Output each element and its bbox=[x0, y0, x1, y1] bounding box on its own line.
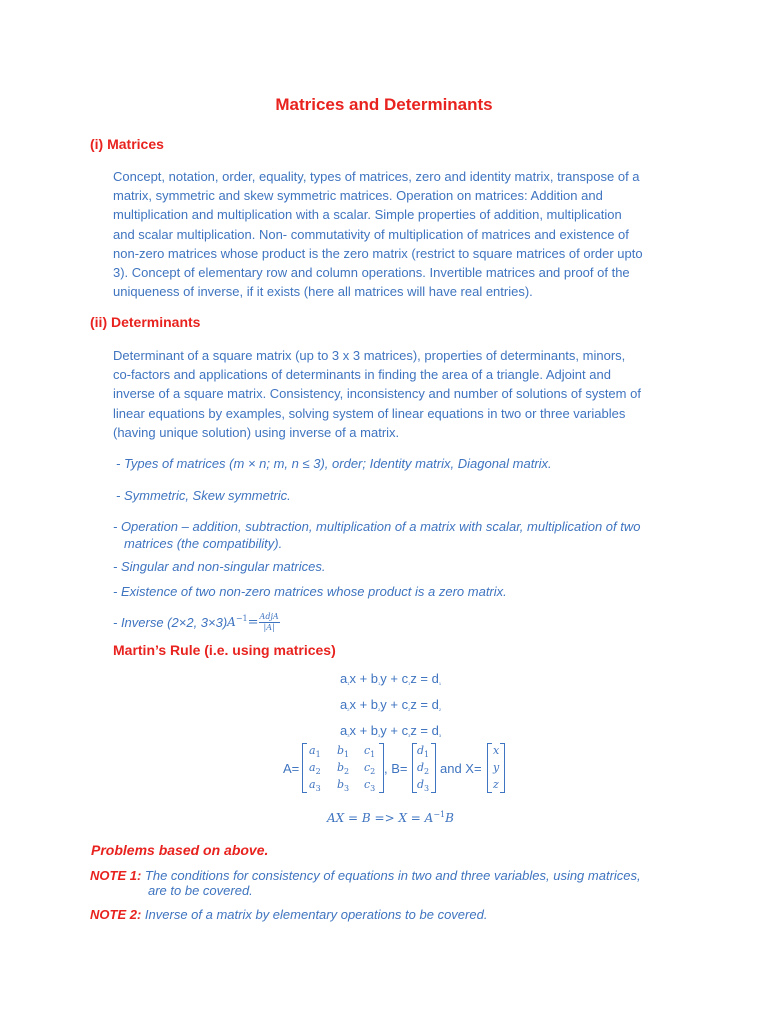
paragraph-line: inverse of a square matrix. Consistency, inconsistency and number of solutions of system of bbox=[113, 386, 641, 402]
matrix-cell: $a_3$ bbox=[309, 778, 321, 794]
right-bracket bbox=[500, 743, 505, 793]
matrix-cell: $c_3$ bbox=[364, 778, 376, 794]
inverse-fraction bbox=[259, 612, 280, 633]
paragraph-line: (having unique solution) using inverse of a matrix. bbox=[113, 424, 400, 440]
equation-system bbox=[340, 668, 441, 746]
page-title: Matrices and Determinants bbox=[275, 95, 493, 114]
left-bracket bbox=[302, 743, 307, 793]
paragraph-line: uniqueness of inverse, if it exists (here all matrices will have real entries). bbox=[113, 284, 533, 300]
note-2-label: NOTE 2: bbox=[90, 907, 142, 922]
inverse-equals: = bbox=[247, 615, 259, 630]
matrix-cell: z bbox=[493, 778, 499, 791]
equation-line: $a_1x + b_1y + c_1z = d_1$ bbox=[340, 671, 442, 686]
matrix-cell: $c_2$ bbox=[364, 761, 376, 777]
matrices-paragraph bbox=[113, 167, 678, 301]
solution-equation: AX = $B => X = A^{-1}B$ bbox=[327, 810, 454, 825]
matrix-cell: $a_1$ bbox=[309, 744, 321, 760]
matrix-x bbox=[487, 743, 505, 793]
paragraph-line: and scalar multiplication. Non- commutativity of multiplication of matrices and existence of bbox=[113, 226, 629, 242]
paragraph-line: multiplication and multiplication with a scalar. Simple properties of addition, multiplication bbox=[113, 207, 622, 223]
paragraph-line: Determinant of a square matrix (up to 3 x 3 matrices), properties of determinants, minors, bbox=[113, 348, 626, 363]
note-2-text: Inverse of a matrix by elementary operations to be covered. bbox=[144, 907, 488, 922]
fraction-denominator: |A| bbox=[263, 623, 275, 632]
paragraph-line: non-zero matrices whose product is the zero matrix (restrict to square matrices of order upto bbox=[113, 245, 643, 261]
matrix-cell: $b_3$ bbox=[337, 778, 350, 794]
matrix-cell: $d_1$ bbox=[417, 744, 430, 760]
bullet-singular: - Singular and non-singular matrices. bbox=[113, 559, 326, 574]
matrix-cell: $b_2$ bbox=[337, 761, 350, 777]
matrix-cell: $d_2$ bbox=[417, 761, 430, 777]
paragraph-line: matrix, symmetric and skew symmetric matrices. Operation on matrices: Addition and bbox=[113, 188, 603, 204]
equation-line: $a_2x + b_2y + c_2z = d_2$ bbox=[340, 697, 442, 712]
matrix-cell: y bbox=[493, 761, 500, 774]
note-2 bbox=[90, 907, 487, 922]
bullet-operation: - Operation – addition, subtraction, multiplication of a matrix with scalar, multiplication of two bbox=[113, 519, 641, 534]
matrix-cell: $d_3$ bbox=[417, 778, 430, 794]
note-1-text: The conditions for consistency of equations in two and three variables, using matrices, bbox=[144, 868, 641, 883]
matrix-cell: x bbox=[493, 744, 500, 757]
matrix-cell: $c_1$ bbox=[364, 744, 376, 760]
matrix-cell: $b_1$ bbox=[337, 744, 350, 760]
matrix-b bbox=[412, 743, 436, 793]
determinants-paragraph bbox=[113, 346, 678, 442]
equation-line: $a_3x + b_3y + c_3z = d_3$ bbox=[340, 723, 442, 738]
inverse-exponent: −1 bbox=[235, 614, 248, 623]
bullet-operation-cont: matrices (the compatibility). bbox=[124, 536, 283, 551]
matrix-cell: $a_2$ bbox=[309, 761, 321, 777]
paragraph-line: linear equations by examples, solving system of linear equations in two or three variables bbox=[113, 405, 626, 421]
paragraph-line: co-factors and applications of determinants in finding the area of a triangle. Adjoint and bbox=[113, 367, 611, 383]
section-heading-matrices: (i) Matrices bbox=[90, 136, 164, 152]
note-1-label: NOTE 1: bbox=[90, 868, 142, 883]
section-heading-determinants: (ii) Determinants bbox=[90, 314, 201, 330]
bullet-existence: - Existence of two non-zero matrices whose product is a zero matrix. bbox=[113, 584, 507, 599]
problems-heading: Problems based on above. bbox=[91, 842, 269, 858]
bullet-types-of-matrices: - Types of matrices (m × n; m, n ≤ 3), order; Identity matrix, Diagonal matrix. bbox=[116, 456, 552, 471]
inverse-prefix: - Inverse (2×2, 3×3) bbox=[113, 615, 228, 630]
fraction-numerator: AdjA bbox=[259, 612, 279, 621]
note-1 bbox=[90, 867, 641, 884]
matrix-x-label: and X= bbox=[440, 761, 482, 776]
matrix-a-label: A= bbox=[283, 761, 300, 776]
inverse-lhs: A bbox=[227, 615, 236, 629]
right-bracket bbox=[431, 743, 436, 793]
section-heading-martins-rule: Martin’s Rule (i.e. using matrices) bbox=[113, 642, 336, 658]
left-bracket bbox=[487, 743, 492, 793]
bullet-inverse bbox=[113, 612, 280, 633]
paragraph-line: Concept, notation, order, equality, types of matrices, zero and identity matrix, transpose of a bbox=[113, 169, 640, 184]
bullet-symmetric: - Symmetric, Skew symmetric. bbox=[116, 488, 291, 503]
matrix-b-label: , B= bbox=[384, 761, 408, 776]
note-1-text-cont: are to be covered. bbox=[148, 883, 253, 898]
paragraph-line: 3). Concept of elementary row and column operations. Invertible matrices and proof of the bbox=[113, 265, 630, 281]
matrix-a bbox=[302, 743, 384, 793]
